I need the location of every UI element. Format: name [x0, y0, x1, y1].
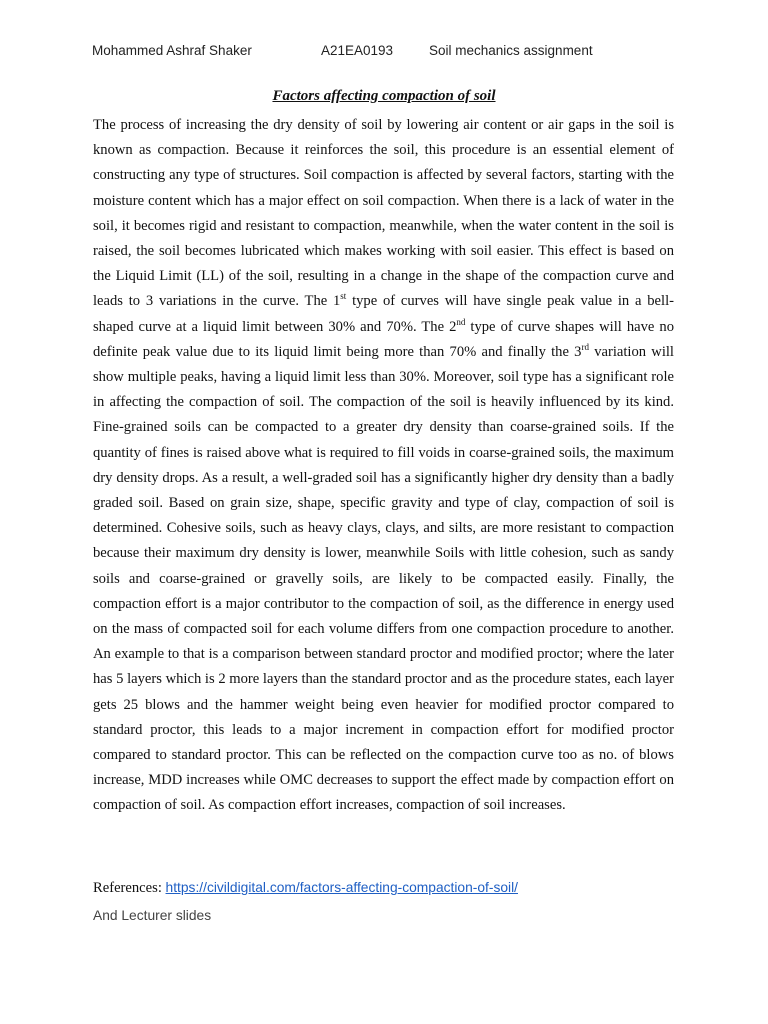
superscript-st: st: [340, 291, 347, 302]
document-title: Factors affecting compaction of soil: [272, 88, 496, 104]
lecturer-slides-note: And Lecturer slides: [93, 908, 212, 923]
body-text-part-2: type of curves will have single peak value in a bell-shaped curve at a liquid limit between 30% and 70%. The 2: [93, 293, 674, 335]
superscript-nd: nd: [456, 316, 466, 327]
body-paragraph: [93, 113, 674, 819]
superscript-rd: rd: [581, 341, 589, 352]
references-label: References:: [93, 880, 166, 896]
reference-link[interactable]: https://civildigital.com/factors-affecting-compaction-of-soil/: [165, 880, 518, 895]
references-line: [93, 880, 518, 897]
body-text-part-3: type of curve shapes will have no definite peak value due to its liquid limit being more than 70% and finally the 3: [93, 318, 674, 360]
body-text-part-1: The process of increasing the dry density of soil by lowering air content or air gaps in the soil is known as compaction. Because it reinforces the soil, this procedure is an essential element of constructing any type of structures. Soil compaction is affected by several factors, starting with the moisture content which has a major effect on soil compaction. When there is a lack of water in the soil, it becomes rigid and resistant to compaction, meanwhile, when the water content in the soil is raised, the soil becomes lubricated which makes working with soil easier. This effect is based on the Liquid Limit (LL) of the soil, resulting in a change in the shape of the compaction curve and leads to 3 variations in the curve. The 1: [93, 117, 674, 310]
header-author: Mohammed Ashraf Shaker: [92, 43, 252, 58]
header-student-id: A21EA0193: [321, 43, 394, 58]
body-text-part-4: variation will show multiple peaks, having a liquid limit less than 30%. Moreover, soil type has a significant role in affecting the compaction of soil. The compaction of the soil is heavily influenced by its kind. Fine-grained soils can be compacted to a greater dry density than coarse-grained soils. If the quantity of fines is raised above what is required to fill voids in coarse-grained soils, the maximum dry density drops. As a result, a well-graded soil has a significantly higher dry density than a badly graded soil. Based on grain size, shape, specific gravity and type of clay, compaction of soil is determined. Cohesive soils, such as heavy clays, clays, and silts, are more resistant to compaction because their maximum dry density is lower, meanwhile Soils with little cohesion, such as sandy soils and coarse-grained or gravelly soils, are likely to be compacted easily. Finally, the compaction effort is a major contributor to the compaction of soil, as the difference in energy used on the mass of compacted soil for each volume differs from one compaction procedure to another. An example to that is a comparison between standard proctor and modified proctor; where the later has 5 layers which is 2 more layers than the standard proctor and as the procedure states, each layer gets 25 blows and the hammer weight being even heavier for modified proctor compared to standard proctor, this leads to a major increment in compaction effort for modified proctor compared to standard proctor. This can be reflected on the compaction curve too as no. of blows increase, MDD increases while OMC decreases to support the effect made by compaction effort on compaction of soil. As compaction effort increases, compaction of soil increases.: [93, 343, 674, 814]
header-course: Soil mechanics assignment: [429, 43, 593, 58]
